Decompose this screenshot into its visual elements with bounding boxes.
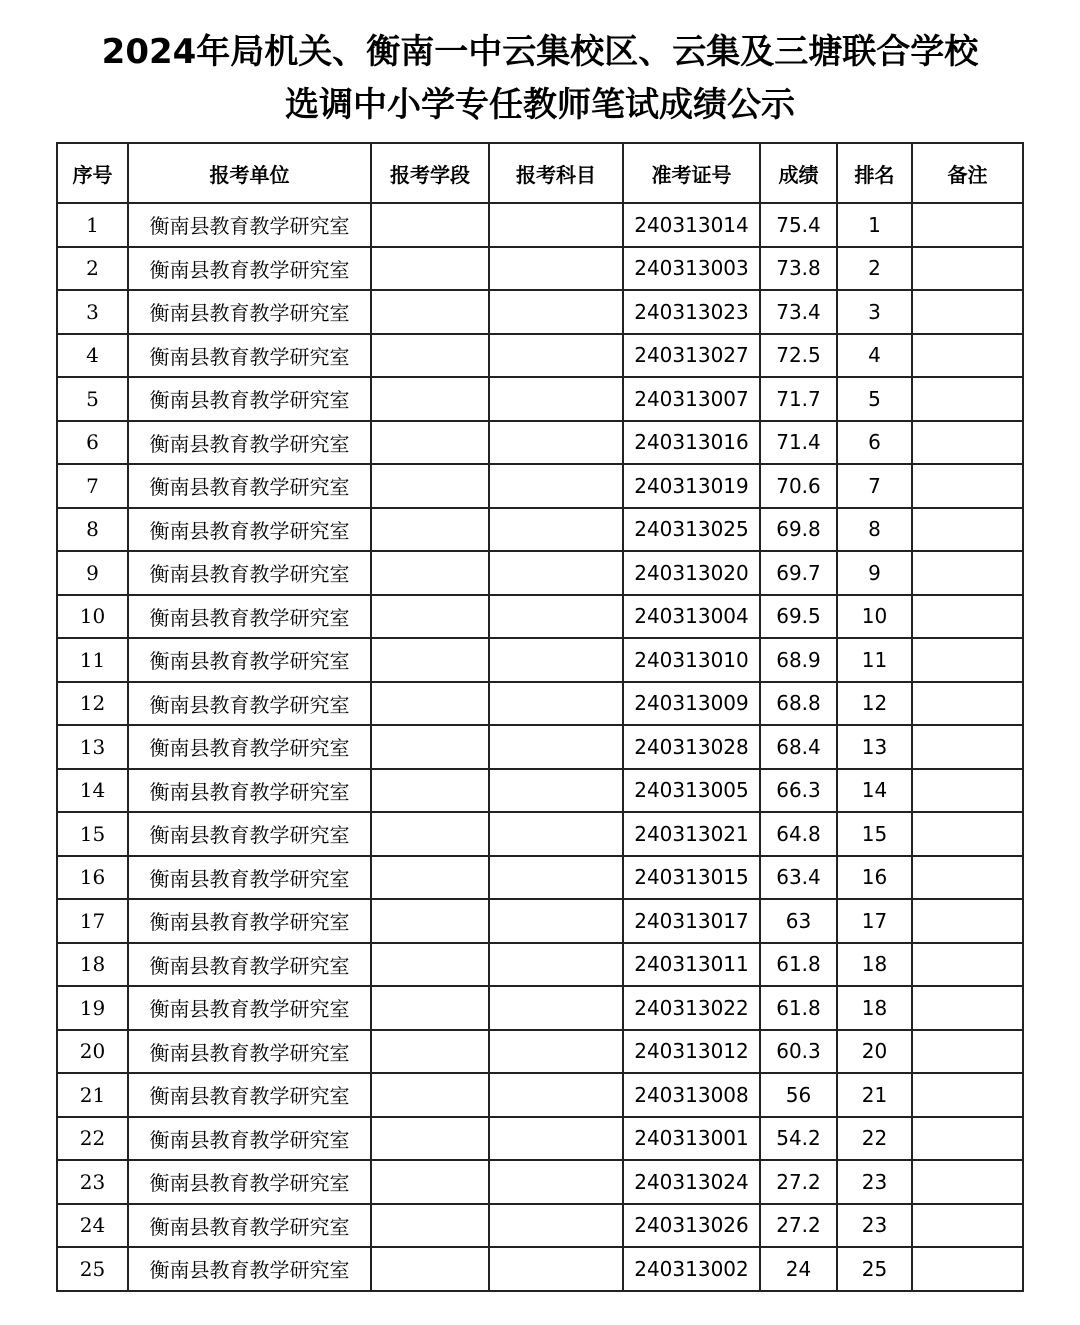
cell-rank: 12 — [837, 682, 912, 726]
cell-seq: 1 — [57, 203, 128, 247]
cell-unit: 衡南县教育教学研究室 — [128, 595, 371, 639]
cell-seq: 23 — [57, 1160, 128, 1204]
cell-rank: 17 — [837, 899, 912, 943]
cell-rank: 6 — [837, 421, 912, 465]
cell-seq: 10 — [57, 595, 128, 639]
table-row — [57, 1117, 1023, 1161]
cell-exam-id: 240313005 — [623, 769, 760, 813]
cell-stage — [371, 334, 489, 378]
cell-rank: 23 — [837, 1160, 912, 1204]
cell-stage — [371, 464, 489, 508]
cell-note — [912, 290, 1023, 334]
cell-rank: 18 — [837, 986, 912, 1030]
cell-unit: 衡南县教育教学研究室 — [128, 899, 371, 943]
cell-stage — [371, 986, 489, 1030]
cell-note — [912, 769, 1023, 813]
cell-stage — [371, 1247, 489, 1291]
cell-exam-id: 240313004 — [623, 595, 760, 639]
cell-rank: 4 — [837, 334, 912, 378]
cell-seq: 4 — [57, 334, 128, 378]
cell-stage — [371, 1117, 489, 1161]
cell-seq: 20 — [57, 1030, 128, 1074]
table-row — [57, 334, 1023, 378]
cell-score: 68.8 — [760, 682, 837, 726]
cell-subject — [489, 1247, 623, 1291]
cell-score: 72.5 — [760, 334, 837, 378]
cell-score: 61.8 — [760, 986, 837, 1030]
cell-rank: 25 — [837, 1247, 912, 1291]
cell-subject — [489, 899, 623, 943]
cell-stage — [371, 551, 489, 595]
table-row — [57, 682, 1023, 726]
cell-stage — [371, 812, 489, 856]
cell-seq: 11 — [57, 638, 128, 682]
cell-note — [912, 1117, 1023, 1161]
cell-rank: 2 — [837, 247, 912, 291]
table-row — [57, 377, 1023, 421]
cell-exam-id: 240313012 — [623, 1030, 760, 1074]
cell-score: 68.9 — [760, 638, 837, 682]
cell-note — [912, 203, 1023, 247]
cell-seq: 18 — [57, 943, 128, 987]
cell-exam-id: 240313020 — [623, 551, 760, 595]
cell-exam-id: 240313011 — [623, 943, 760, 987]
cell-exam-id: 240313009 — [623, 682, 760, 726]
cell-unit: 衡南县教育教学研究室 — [128, 203, 371, 247]
title-line-2: 选调中小学专任教师笔试成绩公示 — [285, 85, 795, 125]
cell-unit: 衡南县教育教学研究室 — [128, 1030, 371, 1074]
cell-rank: 8 — [837, 508, 912, 552]
table-row — [57, 899, 1023, 943]
table-row — [57, 508, 1023, 552]
cell-subject — [489, 464, 623, 508]
cell-note — [912, 638, 1023, 682]
cell-stage — [371, 508, 489, 552]
table-row — [57, 421, 1023, 465]
table-row — [57, 203, 1023, 247]
cell-note — [912, 725, 1023, 769]
cell-stage — [371, 1160, 489, 1204]
cell-unit: 衡南县教育教学研究室 — [128, 682, 371, 726]
cell-exam-id: 240313014 — [623, 203, 760, 247]
table-header-row — [57, 143, 1023, 203]
cell-exam-id: 240313021 — [623, 812, 760, 856]
header-exam-id: 准考证号 — [623, 143, 760, 203]
cell-score: 54.2 — [760, 1117, 837, 1161]
cell-score: 66.3 — [760, 769, 837, 813]
cell-exam-id: 240313028 — [623, 725, 760, 769]
cell-seq: 5 — [57, 377, 128, 421]
cell-unit: 衡南县教育教学研究室 — [128, 1247, 371, 1291]
cell-note — [912, 421, 1023, 465]
cell-subject — [489, 290, 623, 334]
cell-unit: 衡南县教育教学研究室 — [128, 725, 371, 769]
score-table — [56, 142, 1024, 1292]
table-row — [57, 247, 1023, 291]
cell-note — [912, 377, 1023, 421]
cell-seq: 15 — [57, 812, 128, 856]
cell-score: 73.4 — [760, 290, 837, 334]
cell-subject — [489, 943, 623, 987]
cell-note — [912, 1247, 1023, 1291]
cell-exam-id: 240313019 — [623, 464, 760, 508]
cell-note — [912, 508, 1023, 552]
cell-subject — [489, 812, 623, 856]
header-note: 备注 — [912, 143, 1023, 203]
cell-stage — [371, 290, 489, 334]
cell-score: 71.4 — [760, 421, 837, 465]
cell-rank: 14 — [837, 769, 912, 813]
cell-exam-id: 240313002 — [623, 1247, 760, 1291]
cell-seq: 16 — [57, 856, 128, 900]
cell-seq: 8 — [57, 508, 128, 552]
cell-unit: 衡南县教育教学研究室 — [128, 551, 371, 595]
cell-subject — [489, 1160, 623, 1204]
cell-note — [912, 1030, 1023, 1074]
cell-subject — [489, 725, 623, 769]
cell-note — [912, 899, 1023, 943]
cell-subject — [489, 1117, 623, 1161]
cell-exam-id: 240313016 — [623, 421, 760, 465]
table-row — [57, 986, 1023, 1030]
cell-unit: 衡南县教育教学研究室 — [128, 247, 371, 291]
cell-rank: 13 — [837, 725, 912, 769]
cell-unit: 衡南县教育教学研究室 — [128, 1204, 371, 1248]
cell-note — [912, 812, 1023, 856]
cell-exam-id: 240313026 — [623, 1204, 760, 1248]
cell-exam-id: 240313003 — [623, 247, 760, 291]
cell-unit: 衡南县教育教学研究室 — [128, 377, 371, 421]
cell-subject — [489, 1030, 623, 1074]
cell-stage — [371, 899, 489, 943]
cell-stage — [371, 247, 489, 291]
cell-rank: 22 — [837, 1117, 912, 1161]
header-seq: 序号 — [57, 143, 128, 203]
cell-score: 69.8 — [760, 508, 837, 552]
cell-stage — [371, 595, 489, 639]
cell-seq: 3 — [57, 290, 128, 334]
cell-stage — [371, 682, 489, 726]
cell-seq: 2 — [57, 247, 128, 291]
cell-subject — [489, 377, 623, 421]
cell-note — [912, 334, 1023, 378]
cell-subject — [489, 203, 623, 247]
cell-seq: 14 — [57, 769, 128, 813]
cell-stage — [371, 943, 489, 987]
cell-rank: 21 — [837, 1073, 912, 1117]
cell-exam-id: 240313001 — [623, 1117, 760, 1161]
cell-score: 63.4 — [760, 856, 837, 900]
cell-subject — [489, 769, 623, 813]
cell-score: 27.2 — [760, 1204, 837, 1248]
cell-stage — [371, 638, 489, 682]
cell-stage — [371, 1073, 489, 1117]
cell-rank: 7 — [837, 464, 912, 508]
cell-rank: 15 — [837, 812, 912, 856]
cell-seq: 19 — [57, 986, 128, 1030]
cell-unit: 衡南县教育教学研究室 — [128, 856, 371, 900]
cell-exam-id: 240313024 — [623, 1160, 760, 1204]
cell-unit: 衡南县教育教学研究室 — [128, 1160, 371, 1204]
cell-unit: 衡南县教育教学研究室 — [128, 508, 371, 552]
cell-rank: 5 — [837, 377, 912, 421]
cell-note — [912, 856, 1023, 900]
cell-exam-id: 240313010 — [623, 638, 760, 682]
cell-exam-id: 240313022 — [623, 986, 760, 1030]
cell-note — [912, 682, 1023, 726]
cell-seq: 22 — [57, 1117, 128, 1161]
cell-exam-id: 240313007 — [623, 377, 760, 421]
cell-score: 75.4 — [760, 203, 837, 247]
cell-rank: 18 — [837, 943, 912, 987]
cell-note — [912, 247, 1023, 291]
cell-score: 71.7 — [760, 377, 837, 421]
cell-score: 64.8 — [760, 812, 837, 856]
cell-subject — [489, 986, 623, 1030]
table-row — [57, 1073, 1023, 1117]
cell-subject — [489, 638, 623, 682]
cell-stage — [371, 1204, 489, 1248]
cell-exam-id: 240313023 — [623, 290, 760, 334]
cell-score: 70.6 — [760, 464, 837, 508]
cell-score: 60.3 — [760, 1030, 837, 1074]
cell-stage — [371, 769, 489, 813]
cell-subject — [489, 421, 623, 465]
cell-exam-id: 240313017 — [623, 899, 760, 943]
table-row — [57, 725, 1023, 769]
cell-seq: 6 — [57, 421, 128, 465]
cell-score: 61.8 — [760, 943, 837, 987]
cell-seq: 7 — [57, 464, 128, 508]
cell-note — [912, 1073, 1023, 1117]
cell-rank: 10 — [837, 595, 912, 639]
cell-unit: 衡南县教育教学研究室 — [128, 290, 371, 334]
header-subject: 报考科目 — [489, 143, 623, 203]
cell-subject — [489, 682, 623, 726]
cell-score: 68.4 — [760, 725, 837, 769]
cell-rank: 9 — [837, 551, 912, 595]
cell-seq: 17 — [57, 899, 128, 943]
cell-score: 63 — [760, 899, 837, 943]
cell-unit: 衡南县教育教学研究室 — [128, 638, 371, 682]
cell-stage — [371, 203, 489, 247]
cell-note — [912, 1204, 1023, 1248]
cell-stage — [371, 377, 489, 421]
table-row — [57, 943, 1023, 987]
cell-score: 56 — [760, 1073, 837, 1117]
cell-seq: 13 — [57, 725, 128, 769]
cell-note — [912, 595, 1023, 639]
cell-seq: 12 — [57, 682, 128, 726]
cell-note — [912, 551, 1023, 595]
header-unit: 报考单位 — [128, 143, 371, 203]
table-row — [57, 812, 1023, 856]
cell-score: 69.5 — [760, 595, 837, 639]
cell-unit: 衡南县教育教学研究室 — [128, 1117, 371, 1161]
cell-rank: 16 — [837, 856, 912, 900]
table-row — [57, 551, 1023, 595]
table-row — [57, 769, 1023, 813]
cell-exam-id: 240313027 — [623, 334, 760, 378]
table-row — [57, 464, 1023, 508]
cell-unit: 衡南县教育教学研究室 — [128, 986, 371, 1030]
cell-rank: 3 — [837, 290, 912, 334]
cell-unit: 衡南县教育教学研究室 — [128, 334, 371, 378]
cell-subject — [489, 1204, 623, 1248]
cell-unit: 衡南县教育教学研究室 — [128, 1073, 371, 1117]
cell-subject — [489, 508, 623, 552]
cell-stage — [371, 421, 489, 465]
cell-rank: 11 — [837, 638, 912, 682]
cell-unit: 衡南县教育教学研究室 — [128, 464, 371, 508]
cell-seq: 25 — [57, 1247, 128, 1291]
cell-score: 69.7 — [760, 551, 837, 595]
cell-unit: 衡南县教育教学研究室 — [128, 769, 371, 813]
cell-rank: 20 — [837, 1030, 912, 1074]
cell-exam-id: 240313008 — [623, 1073, 760, 1117]
table-row — [57, 1204, 1023, 1248]
cell-stage — [371, 1030, 489, 1074]
table-body — [57, 203, 1023, 1291]
cell-score: 27.2 — [760, 1160, 837, 1204]
header-score: 成绩 — [760, 143, 837, 203]
cell-seq: 9 — [57, 551, 128, 595]
cell-subject — [489, 1073, 623, 1117]
cell-seq: 21 — [57, 1073, 128, 1117]
cell-stage — [371, 856, 489, 900]
cell-note — [912, 1160, 1023, 1204]
table-row — [57, 1247, 1023, 1291]
table-row — [57, 595, 1023, 639]
title-line-1: 2024年局机关、衡南一中云集校区、云集及三塘联合学校 — [101, 32, 979, 72]
cell-subject — [489, 247, 623, 291]
cell-subject — [489, 595, 623, 639]
cell-score: 73.8 — [760, 247, 837, 291]
cell-subject — [489, 551, 623, 595]
cell-score: 24 — [760, 1247, 837, 1291]
cell-unit: 衡南县教育教学研究室 — [128, 421, 371, 465]
table-row — [57, 856, 1023, 900]
cell-subject — [489, 334, 623, 378]
cell-exam-id: 240313025 — [623, 508, 760, 552]
cell-subject — [489, 856, 623, 900]
header-stage: 报考学段 — [371, 143, 489, 203]
cell-unit: 衡南县教育教学研究室 — [128, 943, 371, 987]
cell-exam-id: 240313015 — [623, 856, 760, 900]
cell-note — [912, 986, 1023, 1030]
table-row — [57, 1030, 1023, 1074]
cell-unit: 衡南县教育教学研究室 — [128, 812, 371, 856]
header-rank: 排名 — [837, 143, 912, 203]
table-row — [57, 290, 1023, 334]
cell-rank: 1 — [837, 203, 912, 247]
cell-seq: 24 — [57, 1204, 128, 1248]
table-row — [57, 638, 1023, 682]
cell-stage — [371, 725, 489, 769]
table-row — [57, 1160, 1023, 1204]
cell-note — [912, 464, 1023, 508]
cell-note — [912, 943, 1023, 987]
cell-rank: 23 — [837, 1204, 912, 1248]
